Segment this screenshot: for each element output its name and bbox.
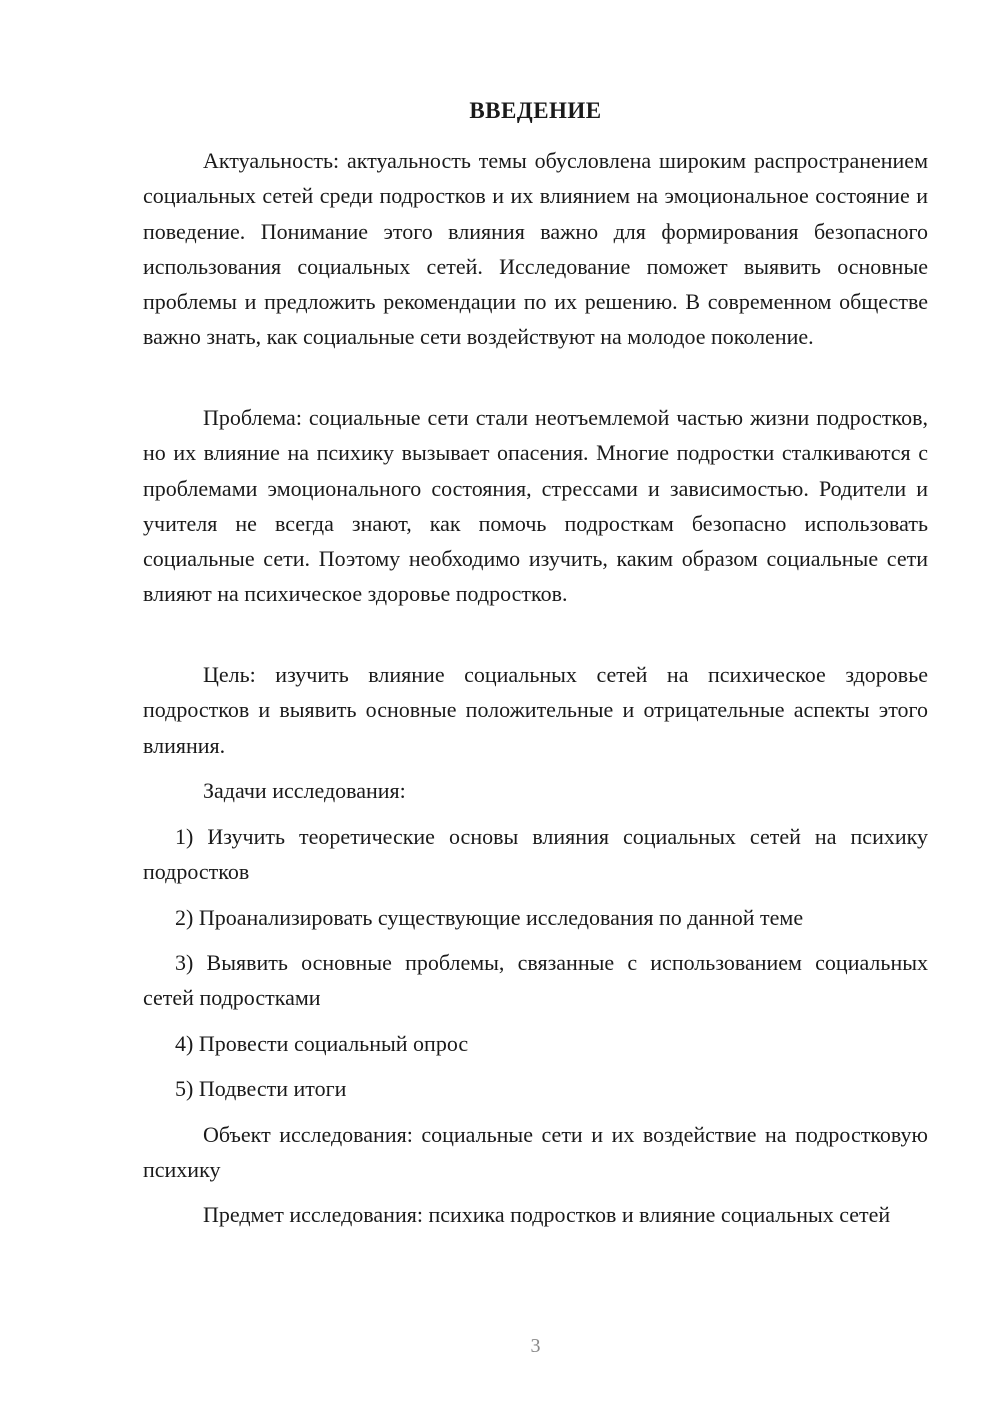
list-item-task-4: 4) Провести социальный опрос xyxy=(175,1031,469,1056)
section-heading: ВВЕДЕНИЕ xyxy=(469,98,602,123)
paragraph-tasks-title: Задачи исследования: xyxy=(203,778,406,803)
list-item-task-5: 5) Подвести итоги xyxy=(175,1076,347,1101)
paragraph-goal: Цель: изучить влияние социальных сетей на психическое здоровье подростков и выявить основные положительные и отрицательные аспекты этого влияния. xyxy=(143,662,928,758)
paragraph-object: Объект исследования: социальные сети и их воздействие на подростковую психику xyxy=(143,1122,928,1183)
paragraph-subject: Предмет исследования: психика подростков и влияние социальных сетей xyxy=(203,1202,891,1227)
page-number: 3 xyxy=(530,1335,541,1357)
document-page xyxy=(143,0,928,1414)
paragraph-problem: Проблема: социальные сети стали неотъемлемой частью жизни подростков, но их влияние на психику вызывает опасения. Многие подростки сталкиваются с проблемами эмоционального состояния, стрессами и зависимостью. Родители и учителя не всегда знают, как помочь подросткам безопасно использовать социальные сети. Поэтому необходимо изучить, каким образом социальные сети влияют на психическое здоровье подростков. xyxy=(143,405,928,607)
list-item-task-3: 3) Выявить основные проблемы, связанные с использованием социальных сетей подростками xyxy=(143,950,928,1011)
paragraph-relevance: Актуальность: актуальность темы обусловлена широким распространением социальных сетей среди подростков и их влиянием на эмоциональное состояние и поведение. Понимание этого влияния важно для формирования безопасного использования социальных сетей. Исследование поможет выявить основные проблемы и предложить рекомендации по их решению. В современном обществе важно знать, как социальные сети воздействуют на молодое поколение. xyxy=(143,148,928,350)
list-item-task-1: 1) Изучить теоретические основы влияния социальных сетей на психику подростков xyxy=(143,824,928,885)
list-item-task-2: 2) Проанализировать существующие исследования по данной теме xyxy=(175,905,804,930)
